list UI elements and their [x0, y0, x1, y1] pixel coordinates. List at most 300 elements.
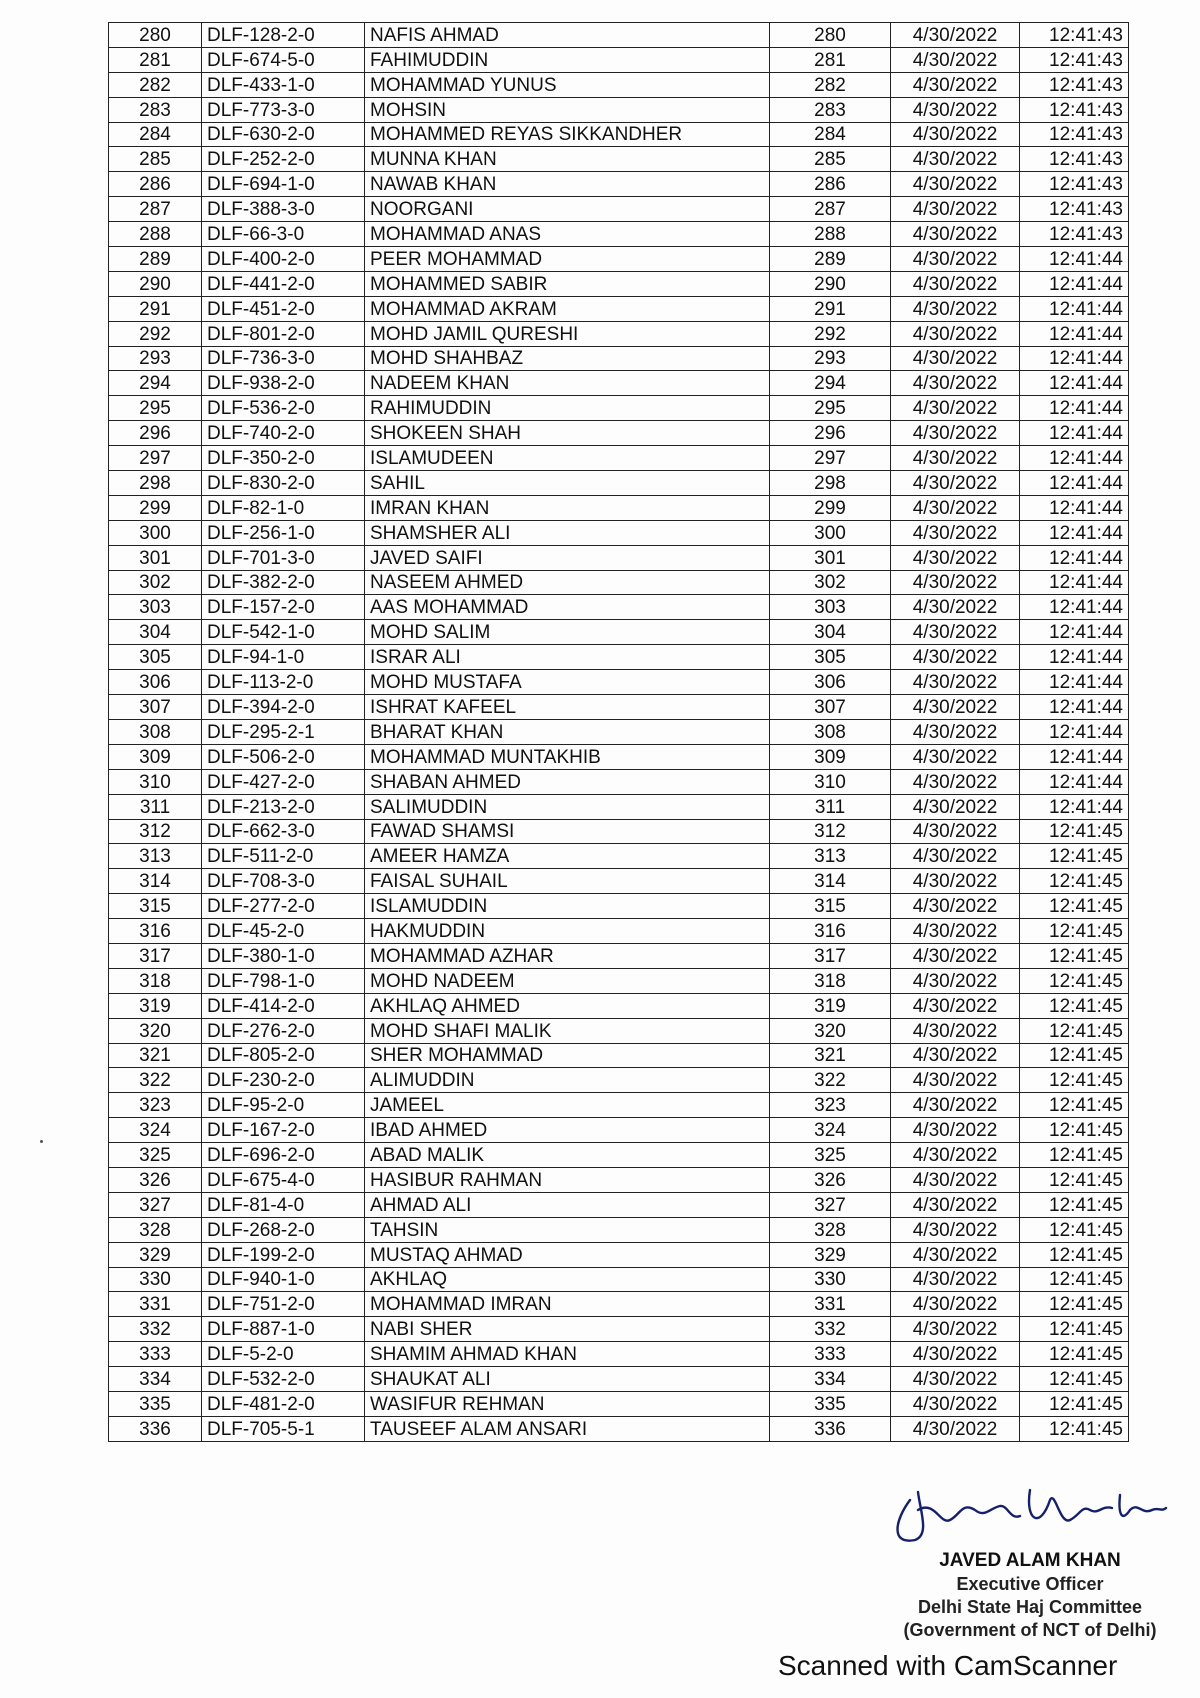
- pilgrim-code-cell: DLF-350-2-0: [202, 446, 365, 471]
- time-cell: 12:41:45: [1020, 869, 1129, 894]
- serial-number-cell: 280: [109, 23, 202, 48]
- sequence-number-cell: 307: [770, 695, 891, 720]
- table-row: [109, 645, 1129, 670]
- pilgrim-name-cell: MOHAMMAD IMRAN: [365, 1292, 770, 1317]
- pilgrim-name-cell: MOHAMMAD AKRAM: [365, 296, 770, 321]
- table-row: [109, 222, 1129, 247]
- date-cell: 4/30/2022: [891, 595, 1020, 620]
- time-cell: 12:41:44: [1020, 545, 1129, 570]
- pilgrim-code-cell: DLF-536-2-0: [202, 396, 365, 421]
- serial-number-cell: 281: [109, 47, 202, 72]
- date-cell: 4/30/2022: [891, 1317, 1020, 1342]
- date-cell: 4/30/2022: [891, 72, 1020, 97]
- date-cell: 4/30/2022: [891, 1018, 1020, 1043]
- pilgrim-name-cell: RAHIMUDDIN: [365, 396, 770, 421]
- time-cell: 12:41:45: [1020, 1242, 1129, 1267]
- pilgrim-code-cell: DLF-45-2-0: [202, 919, 365, 944]
- date-cell: 4/30/2022: [891, 122, 1020, 147]
- pilgrim-code-cell: DLF-694-1-0: [202, 172, 365, 197]
- table-row: [109, 695, 1129, 720]
- time-cell: 12:41:45: [1020, 993, 1129, 1018]
- date-cell: 4/30/2022: [891, 346, 1020, 371]
- table-row: [109, 1217, 1129, 1242]
- serial-number-cell: 300: [109, 520, 202, 545]
- serial-number-cell: 317: [109, 943, 202, 968]
- pilgrim-code-cell: DLF-128-2-0: [202, 23, 365, 48]
- sequence-number-cell: 323: [770, 1093, 891, 1118]
- pilgrim-code-cell: DLF-740-2-0: [202, 421, 365, 446]
- serial-number-cell: 336: [109, 1416, 202, 1441]
- serial-number-cell: 288: [109, 222, 202, 247]
- pilgrim-code-cell: DLF-394-2-0: [202, 695, 365, 720]
- date-cell: 4/30/2022: [891, 147, 1020, 172]
- table-row: [109, 471, 1129, 496]
- date-cell: 4/30/2022: [891, 695, 1020, 720]
- pilgrim-name-cell: BHARAT KHAN: [365, 719, 770, 744]
- time-cell: 12:41:45: [1020, 1043, 1129, 1068]
- time-cell: 12:41:44: [1020, 321, 1129, 346]
- sequence-number-cell: 327: [770, 1192, 891, 1217]
- date-cell: 4/30/2022: [891, 271, 1020, 296]
- pilgrim-code-cell: DLF-674-5-0: [202, 47, 365, 72]
- serial-number-cell: 318: [109, 968, 202, 993]
- serial-number-cell: 335: [109, 1391, 202, 1416]
- pilgrim-name-cell: SHAMSHER ALI: [365, 520, 770, 545]
- sequence-number-cell: 325: [770, 1143, 891, 1168]
- table-row: [109, 1192, 1129, 1217]
- pilgrim-name-cell: NABI SHER: [365, 1317, 770, 1342]
- date-cell: 4/30/2022: [891, 1093, 1020, 1118]
- sequence-number-cell: 297: [770, 446, 891, 471]
- table-row: [109, 97, 1129, 122]
- serial-number-cell: 294: [109, 371, 202, 396]
- pilgrim-name-cell: JAVED SAIFI: [365, 545, 770, 570]
- pilgrim-name-cell: MOHAMMAD YUNUS: [365, 72, 770, 97]
- sequence-number-cell: 300: [770, 520, 891, 545]
- time-cell: 12:41:45: [1020, 1143, 1129, 1168]
- pilgrim-name-cell: MUSTAQ AHMAD: [365, 1242, 770, 1267]
- pilgrim-name-cell: NOORGANI: [365, 197, 770, 222]
- pilgrim-code-cell: DLF-433-1-0: [202, 72, 365, 97]
- time-cell: 12:41:45: [1020, 1342, 1129, 1367]
- serial-number-cell: 323: [109, 1093, 202, 1118]
- sequence-number-cell: 313: [770, 844, 891, 869]
- pilgrim-name-cell: ISHRAT KAFEEL: [365, 695, 770, 720]
- time-cell: 12:41:45: [1020, 844, 1129, 869]
- date-cell: 4/30/2022: [891, 222, 1020, 247]
- time-cell: 12:41:43: [1020, 23, 1129, 48]
- time-cell: 12:41:45: [1020, 1068, 1129, 1093]
- time-cell: 12:41:45: [1020, 1292, 1129, 1317]
- sequence-number-cell: 299: [770, 495, 891, 520]
- date-cell: 4/30/2022: [891, 968, 1020, 993]
- pilgrim-code-cell: DLF-805-2-0: [202, 1043, 365, 1068]
- sequence-number-cell: 288: [770, 222, 891, 247]
- sequence-number-cell: 295: [770, 396, 891, 421]
- sequence-number-cell: 283: [770, 97, 891, 122]
- pilgrim-name-cell: MOHD SALIM: [365, 620, 770, 645]
- table-row: [109, 719, 1129, 744]
- date-cell: 4/30/2022: [891, 670, 1020, 695]
- signatory-government: (Government of NCT of Delhi): [903, 1620, 1157, 1640]
- sequence-number-cell: 287: [770, 197, 891, 222]
- time-cell: 12:41:45: [1020, 1416, 1129, 1441]
- table-row: [109, 844, 1129, 869]
- sequence-number-cell: 326: [770, 1167, 891, 1192]
- sequence-number-cell: 311: [770, 794, 891, 819]
- pilgrim-code-cell: DLF-938-2-0: [202, 371, 365, 396]
- pilgrim-name-cell: WASIFUR REHMAN: [365, 1391, 770, 1416]
- pilgrim-name-cell: FAISAL SUHAIL: [365, 869, 770, 894]
- date-cell: 4/30/2022: [891, 794, 1020, 819]
- pilgrim-code-cell: DLF-230-2-0: [202, 1068, 365, 1093]
- serial-number-cell: 330: [109, 1267, 202, 1292]
- time-cell: 12:41:44: [1020, 769, 1129, 794]
- pilgrim-name-cell: SHOKEEN SHAH: [365, 421, 770, 446]
- serial-number-cell: 327: [109, 1192, 202, 1217]
- date-cell: 4/30/2022: [891, 1292, 1020, 1317]
- time-cell: 12:41:44: [1020, 695, 1129, 720]
- table-row: [109, 1242, 1129, 1267]
- date-cell: 4/30/2022: [891, 47, 1020, 72]
- time-cell: 12:41:45: [1020, 1167, 1129, 1192]
- signatory-organization: Delhi State Haj Committee: [917, 1597, 1143, 1617]
- time-cell: 12:41:44: [1020, 719, 1129, 744]
- pilgrim-code-cell: DLF-630-2-0: [202, 122, 365, 147]
- date-cell: 4/30/2022: [891, 97, 1020, 122]
- date-cell: 4/30/2022: [891, 1217, 1020, 1242]
- sequence-number-cell: 292: [770, 321, 891, 346]
- date-cell: 4/30/2022: [891, 719, 1020, 744]
- pilgrim-code-cell: DLF-532-2-0: [202, 1367, 365, 1392]
- time-cell: 12:41:45: [1020, 1118, 1129, 1143]
- serial-number-cell: 284: [109, 122, 202, 147]
- pilgrim-code-cell: DLF-542-1-0: [202, 620, 365, 645]
- pilgrim-name-cell: FAHIMUDDIN: [365, 47, 770, 72]
- pilgrim-code-cell: DLF-427-2-0: [202, 769, 365, 794]
- pilgrim-name-cell: FAWAD SHAMSI: [365, 819, 770, 844]
- serial-number-cell: 296: [109, 421, 202, 446]
- sequence-number-cell: 315: [770, 894, 891, 919]
- pilgrim-code-cell: DLF-736-3-0: [202, 346, 365, 371]
- pilgrim-code-cell: DLF-773-3-0: [202, 97, 365, 122]
- sequence-number-cell: 330: [770, 1267, 891, 1292]
- date-cell: 4/30/2022: [891, 471, 1020, 496]
- sequence-number-cell: 321: [770, 1043, 891, 1068]
- time-cell: 12:41:44: [1020, 471, 1129, 496]
- time-cell: 12:41:45: [1020, 1093, 1129, 1118]
- sequence-number-cell: 301: [770, 545, 891, 570]
- table-row: [109, 545, 1129, 570]
- date-cell: 4/30/2022: [891, 943, 1020, 968]
- pilgrim-name-cell: MOHAMMAD MUNTAKHIB: [365, 744, 770, 769]
- serial-number-cell: 297: [109, 446, 202, 471]
- table-row: [109, 122, 1129, 147]
- pilgrim-name-cell: AKHLAQ AHMED: [365, 993, 770, 1018]
- date-cell: 4/30/2022: [891, 197, 1020, 222]
- serial-number-cell: 334: [109, 1367, 202, 1392]
- table-row: [109, 1367, 1129, 1392]
- pilgrim-code-cell: DLF-277-2-0: [202, 894, 365, 919]
- serial-number-cell: 329: [109, 1242, 202, 1267]
- serial-number-cell: 290: [109, 271, 202, 296]
- table-row: [109, 670, 1129, 695]
- table-row: [109, 1292, 1129, 1317]
- serial-number-cell: 313: [109, 844, 202, 869]
- pilgrim-code-cell: DLF-380-1-0: [202, 943, 365, 968]
- pilgrim-name-cell: PEER MOHAMMAD: [365, 247, 770, 272]
- table-row: [109, 495, 1129, 520]
- pilgrim-name-cell: NADEEM KHAN: [365, 371, 770, 396]
- pilgrim-name-cell: MOHAMMED REYAS SIKKANDHER: [365, 122, 770, 147]
- sequence-number-cell: 289: [770, 247, 891, 272]
- serial-number-cell: 308: [109, 719, 202, 744]
- time-cell: 12:41:44: [1020, 794, 1129, 819]
- table-row: [109, 271, 1129, 296]
- pilgrim-code-cell: DLF-295-2-1: [202, 719, 365, 744]
- time-cell: 12:41:43: [1020, 97, 1129, 122]
- time-cell: 12:41:43: [1020, 222, 1129, 247]
- sequence-number-cell: 324: [770, 1118, 891, 1143]
- pilgrim-name-cell: HASIBUR RAHMAN: [365, 1167, 770, 1192]
- signature-block: [880, 1480, 1180, 1641]
- table-row: [109, 919, 1129, 944]
- time-cell: 12:41:45: [1020, 819, 1129, 844]
- time-cell: 12:41:44: [1020, 396, 1129, 421]
- table-row: [109, 1118, 1129, 1143]
- date-cell: 4/30/2022: [891, 645, 1020, 670]
- sequence-number-cell: 331: [770, 1292, 891, 1317]
- pilgrim-code-cell: DLF-662-3-0: [202, 819, 365, 844]
- sequence-number-cell: 316: [770, 919, 891, 944]
- serial-number-cell: 299: [109, 495, 202, 520]
- serial-number-cell: 315: [109, 894, 202, 919]
- table-row: [109, 869, 1129, 894]
- sequence-number-cell: 302: [770, 570, 891, 595]
- date-cell: 4/30/2022: [891, 446, 1020, 471]
- date-cell: 4/30/2022: [891, 1416, 1020, 1441]
- time-cell: 12:41:43: [1020, 72, 1129, 97]
- pilgrim-code-cell: DLF-213-2-0: [202, 794, 365, 819]
- pilgrim-code-cell: DLF-199-2-0: [202, 1242, 365, 1267]
- date-cell: 4/30/2022: [891, 894, 1020, 919]
- serial-number-cell: 295: [109, 396, 202, 421]
- table-row: [109, 1317, 1129, 1342]
- date-cell: 4/30/2022: [891, 23, 1020, 48]
- table-row: [109, 769, 1129, 794]
- date-cell: 4/30/2022: [891, 421, 1020, 446]
- sequence-number-cell: 281: [770, 47, 891, 72]
- table-row: [109, 794, 1129, 819]
- table-row: [109, 321, 1129, 346]
- sequence-number-cell: 320: [770, 1018, 891, 1043]
- date-cell: 4/30/2022: [891, 844, 1020, 869]
- table-row: [109, 1267, 1129, 1292]
- pilgrim-name-cell: MOHD SHAHBAZ: [365, 346, 770, 371]
- pilgrim-code-cell: DLF-388-3-0: [202, 197, 365, 222]
- pilgrim-code-cell: DLF-801-2-0: [202, 321, 365, 346]
- scanner-watermark: Scanned with CamScanner: [778, 1650, 1118, 1681]
- pilgrim-code-cell: DLF-481-2-0: [202, 1391, 365, 1416]
- table-row: [109, 396, 1129, 421]
- table-row: [109, 346, 1129, 371]
- sequence-number-cell: 309: [770, 744, 891, 769]
- sequence-number-cell: 293: [770, 346, 891, 371]
- table-row: [109, 421, 1129, 446]
- pilgrim-code-cell: DLF-798-1-0: [202, 968, 365, 993]
- pilgrim-name-cell: SHAUKAT ALI: [365, 1367, 770, 1392]
- table-row: [109, 595, 1129, 620]
- serial-number-cell: 326: [109, 1167, 202, 1192]
- date-cell: 4/30/2022: [891, 1342, 1020, 1367]
- date-cell: 4/30/2022: [891, 819, 1020, 844]
- sequence-number-cell: 306: [770, 670, 891, 695]
- date-cell: 4/30/2022: [891, 296, 1020, 321]
- pilgrim-name-cell: SALIMUDDIN: [365, 794, 770, 819]
- date-cell: 4/30/2022: [891, 1167, 1020, 1192]
- sequence-number-cell: 318: [770, 968, 891, 993]
- time-cell: 12:41:45: [1020, 1018, 1129, 1043]
- table-row: [109, 1018, 1129, 1043]
- pilgrim-code-cell: DLF-511-2-0: [202, 844, 365, 869]
- pilgrim-name-cell: AAS MOHAMMAD: [365, 595, 770, 620]
- serial-number-cell: 316: [109, 919, 202, 944]
- pilgrim-code-cell: DLF-268-2-0: [202, 1217, 365, 1242]
- pilgrim-name-cell: IMRAN KHAN: [365, 495, 770, 520]
- pilgrim-code-cell: DLF-252-2-0: [202, 147, 365, 172]
- pilgrim-code-cell: DLF-167-2-0: [202, 1118, 365, 1143]
- table-row: [109, 371, 1129, 396]
- sequence-number-cell: 308: [770, 719, 891, 744]
- handwritten-signature: [890, 1480, 1170, 1550]
- sequence-number-cell: 333: [770, 1342, 891, 1367]
- serial-number-cell: 305: [109, 645, 202, 670]
- sequence-number-cell: 312: [770, 819, 891, 844]
- pilgrim-name-cell: ALIMUDDIN: [365, 1068, 770, 1093]
- time-cell: 12:41:44: [1020, 620, 1129, 645]
- sequence-number-cell: 334: [770, 1367, 891, 1392]
- scan-speck: [40, 1140, 43, 1143]
- table-row: [109, 819, 1129, 844]
- serial-number-cell: 292: [109, 321, 202, 346]
- pilgrim-name-cell: MOHAMMED SABIR: [365, 271, 770, 296]
- serial-number-cell: 298: [109, 471, 202, 496]
- pilgrim-name-cell: MOHAMMAD ANAS: [365, 222, 770, 247]
- signatory-designation: Executive Officer: [956, 1574, 1104, 1594]
- date-cell: 4/30/2022: [891, 495, 1020, 520]
- sequence-number-cell: 280: [770, 23, 891, 48]
- sequence-number-cell: 332: [770, 1317, 891, 1342]
- table-row: [109, 247, 1129, 272]
- sequence-number-cell: 303: [770, 595, 891, 620]
- pilgrim-name-cell: SAHIL: [365, 471, 770, 496]
- date-cell: 4/30/2022: [891, 769, 1020, 794]
- pilgrim-code-cell: DLF-441-2-0: [202, 271, 365, 296]
- serial-number-cell: 286: [109, 172, 202, 197]
- pilgrim-name-cell: TAUSEEF ALAM ANSARI: [365, 1416, 770, 1441]
- table-row: [109, 620, 1129, 645]
- date-cell: 4/30/2022: [891, 172, 1020, 197]
- signatory-name: JAVED ALAM KHAN: [939, 1550, 1121, 1571]
- time-cell: 12:41:44: [1020, 271, 1129, 296]
- pilgrim-code-cell: DLF-701-3-0: [202, 545, 365, 570]
- date-cell: 4/30/2022: [891, 1367, 1020, 1392]
- time-cell: 12:41:45: [1020, 1217, 1129, 1242]
- sequence-number-cell: 294: [770, 371, 891, 396]
- table-row: [109, 1342, 1129, 1367]
- time-cell: 12:41:45: [1020, 1267, 1129, 1292]
- date-cell: 4/30/2022: [891, 371, 1020, 396]
- pilgrim-name-cell: MOHSIN: [365, 97, 770, 122]
- serial-number-cell: 303: [109, 595, 202, 620]
- table-row: [109, 1167, 1129, 1192]
- pilgrim-name-cell: AKHLAQ: [365, 1267, 770, 1292]
- serial-number-cell: 310: [109, 769, 202, 794]
- serial-number-cell: 332: [109, 1317, 202, 1342]
- time-cell: 12:41:45: [1020, 968, 1129, 993]
- serial-number-cell: 321: [109, 1043, 202, 1068]
- date-cell: 4/30/2022: [891, 1043, 1020, 1068]
- date-cell: 4/30/2022: [891, 993, 1020, 1018]
- pilgrim-name-cell: NAFIS AHMAD: [365, 23, 770, 48]
- records-sheet: [108, 22, 1123, 1442]
- sequence-number-cell: 336: [770, 1416, 891, 1441]
- table-row: [109, 1391, 1129, 1416]
- table-row: [109, 1143, 1129, 1168]
- pilgrim-code-cell: DLF-94-1-0: [202, 645, 365, 670]
- time-cell: 12:41:44: [1020, 744, 1129, 769]
- date-cell: 4/30/2022: [891, 1118, 1020, 1143]
- serial-number-cell: 289: [109, 247, 202, 272]
- pilgrim-name-cell: ISRAR ALI: [365, 645, 770, 670]
- time-cell: 12:41:43: [1020, 172, 1129, 197]
- time-cell: 12:41:44: [1020, 421, 1129, 446]
- pilgrim-code-cell: DLF-830-2-0: [202, 471, 365, 496]
- time-cell: 12:41:45: [1020, 919, 1129, 944]
- time-cell: 12:41:45: [1020, 1391, 1129, 1416]
- serial-number-cell: 302: [109, 570, 202, 595]
- sequence-number-cell: 298: [770, 471, 891, 496]
- date-cell: 4/30/2022: [891, 520, 1020, 545]
- table-row: [109, 47, 1129, 72]
- records-table-body: [109, 23, 1129, 1442]
- pilgrim-name-cell: MOHD MUSTAFA: [365, 670, 770, 695]
- pilgrim-name-cell: SHABAN AHMED: [365, 769, 770, 794]
- serial-number-cell: 285: [109, 147, 202, 172]
- time-cell: 12:41:44: [1020, 296, 1129, 321]
- serial-number-cell: 314: [109, 869, 202, 894]
- sequence-number-cell: 310: [770, 769, 891, 794]
- sequence-number-cell: 317: [770, 943, 891, 968]
- date-cell: 4/30/2022: [891, 869, 1020, 894]
- sequence-number-cell: 314: [770, 869, 891, 894]
- sequence-number-cell: 284: [770, 122, 891, 147]
- pilgrim-code-cell: DLF-506-2-0: [202, 744, 365, 769]
- table-row: [109, 23, 1129, 48]
- table-row: [109, 296, 1129, 321]
- time-cell: 12:41:44: [1020, 645, 1129, 670]
- pilgrim-code-cell: DLF-276-2-0: [202, 1018, 365, 1043]
- time-cell: 12:41:44: [1020, 495, 1129, 520]
- pilgrim-name-cell: JAMEEL: [365, 1093, 770, 1118]
- table-row: [109, 744, 1129, 769]
- date-cell: 4/30/2022: [891, 396, 1020, 421]
- sequence-number-cell: 329: [770, 1242, 891, 1267]
- pilgrim-code-cell: DLF-81-4-0: [202, 1192, 365, 1217]
- sequence-number-cell: 319: [770, 993, 891, 1018]
- sequence-number-cell: 296: [770, 421, 891, 446]
- pilgrim-code-cell: DLF-95-2-0: [202, 1093, 365, 1118]
